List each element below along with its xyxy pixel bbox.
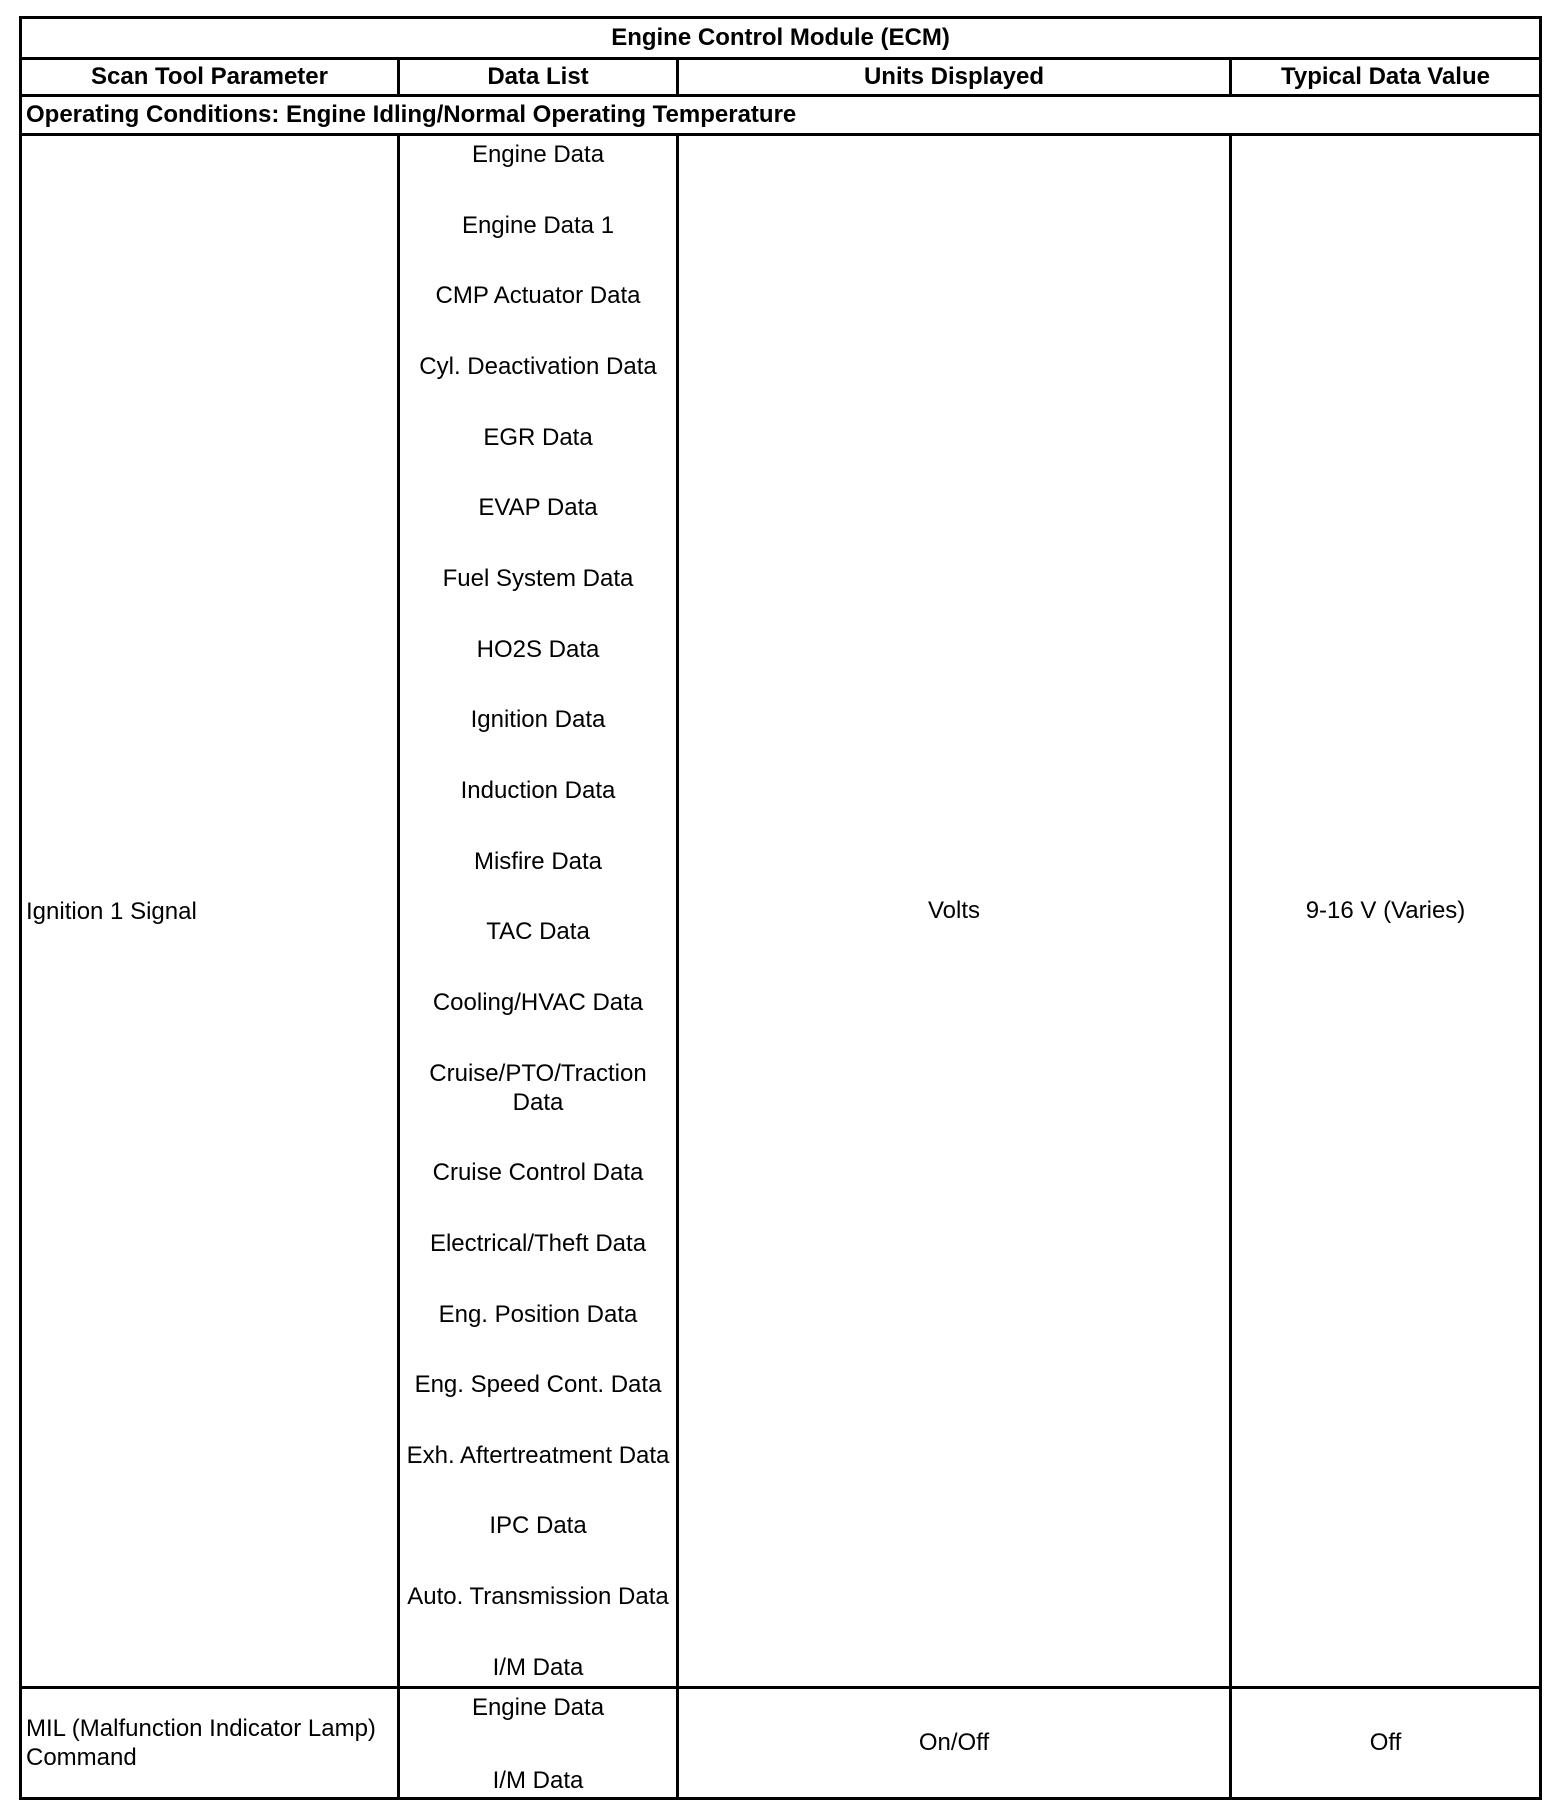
data-list-item: Engine Data [471, 1694, 605, 1721]
data-list-item: EGR Data [483, 423, 593, 451]
units-cell: On/Off [678, 1688, 1231, 1799]
table-row [21, 135, 1541, 1688]
data-list-item: EVAP Data [478, 494, 598, 522]
data-list-item: I/M Data [492, 1767, 584, 1794]
typical-value-cell: Off [1231, 1688, 1541, 1799]
parameter-cell: MIL (Malfunction Indicator Lamp) Command [21, 1688, 399, 1799]
data-list [400, 136, 676, 1686]
operating-conditions: Operating Conditions: Engine Idling/Normal Operating Temperature [21, 96, 1541, 135]
data-list-item: Engine Data 1 [461, 211, 615, 239]
parameter-cell: Ignition 1 Signal [21, 135, 399, 1688]
units-cell: Volts [678, 135, 1231, 1688]
data-list-item: TAC Data [486, 918, 590, 946]
table-title-row [21, 18, 1541, 59]
operating-conditions-row [21, 96, 1541, 135]
data-list [400, 1689, 676, 1797]
data-list-item: Eng. Speed Cont. Data [414, 1371, 662, 1399]
table-title: Engine Control Module (ECM) [21, 18, 1541, 59]
data-list-item: Induction Data [460, 776, 616, 804]
data-list-item: IPC Data [489, 1512, 587, 1540]
header-data-list: Data List [399, 59, 678, 96]
header-units-displayed: Units Displayed [678, 59, 1231, 96]
data-list-item: Engine Data [471, 141, 605, 168]
data-list-cell [399, 1688, 678, 1799]
data-list-item: CMP Actuator Data [435, 282, 641, 310]
data-list-item: Electrical/Theft Data [429, 1229, 647, 1257]
data-list-item: Cyl. Deactivation Data [419, 352, 657, 380]
ecm-data-table [19, 16, 1542, 1800]
data-list-item: I/M Data [492, 1653, 584, 1681]
data-list-item: Cruise/PTO/Traction Data [429, 1059, 647, 1116]
data-list-item: Exh. Aftertreatment Data [406, 1441, 670, 1469]
typical-value-cell: 9-16 V (Varies) [1231, 135, 1541, 1688]
header-typical-data-value: Typical Data Value [1231, 59, 1541, 96]
data-list-cell [399, 135, 678, 1688]
data-list-item: Eng. Position Data [438, 1300, 638, 1328]
data-list-item: Auto. Transmission Data [407, 1583, 669, 1611]
data-list-item: HO2S Data [476, 635, 600, 663]
data-list-item: Misfire Data [473, 847, 603, 875]
data-list-item: Ignition Data [470, 706, 606, 734]
ecm-data-document [19, 16, 1539, 1800]
data-list-item: Cruise Control Data [432, 1159, 644, 1187]
table-header-row [21, 59, 1541, 96]
table-row [21, 1688, 1541, 1799]
data-list-item: Cooling/HVAC Data [432, 988, 644, 1016]
data-list-item: Fuel System Data [442, 564, 634, 592]
header-scan-tool-parameter: Scan Tool Parameter [21, 59, 399, 96]
